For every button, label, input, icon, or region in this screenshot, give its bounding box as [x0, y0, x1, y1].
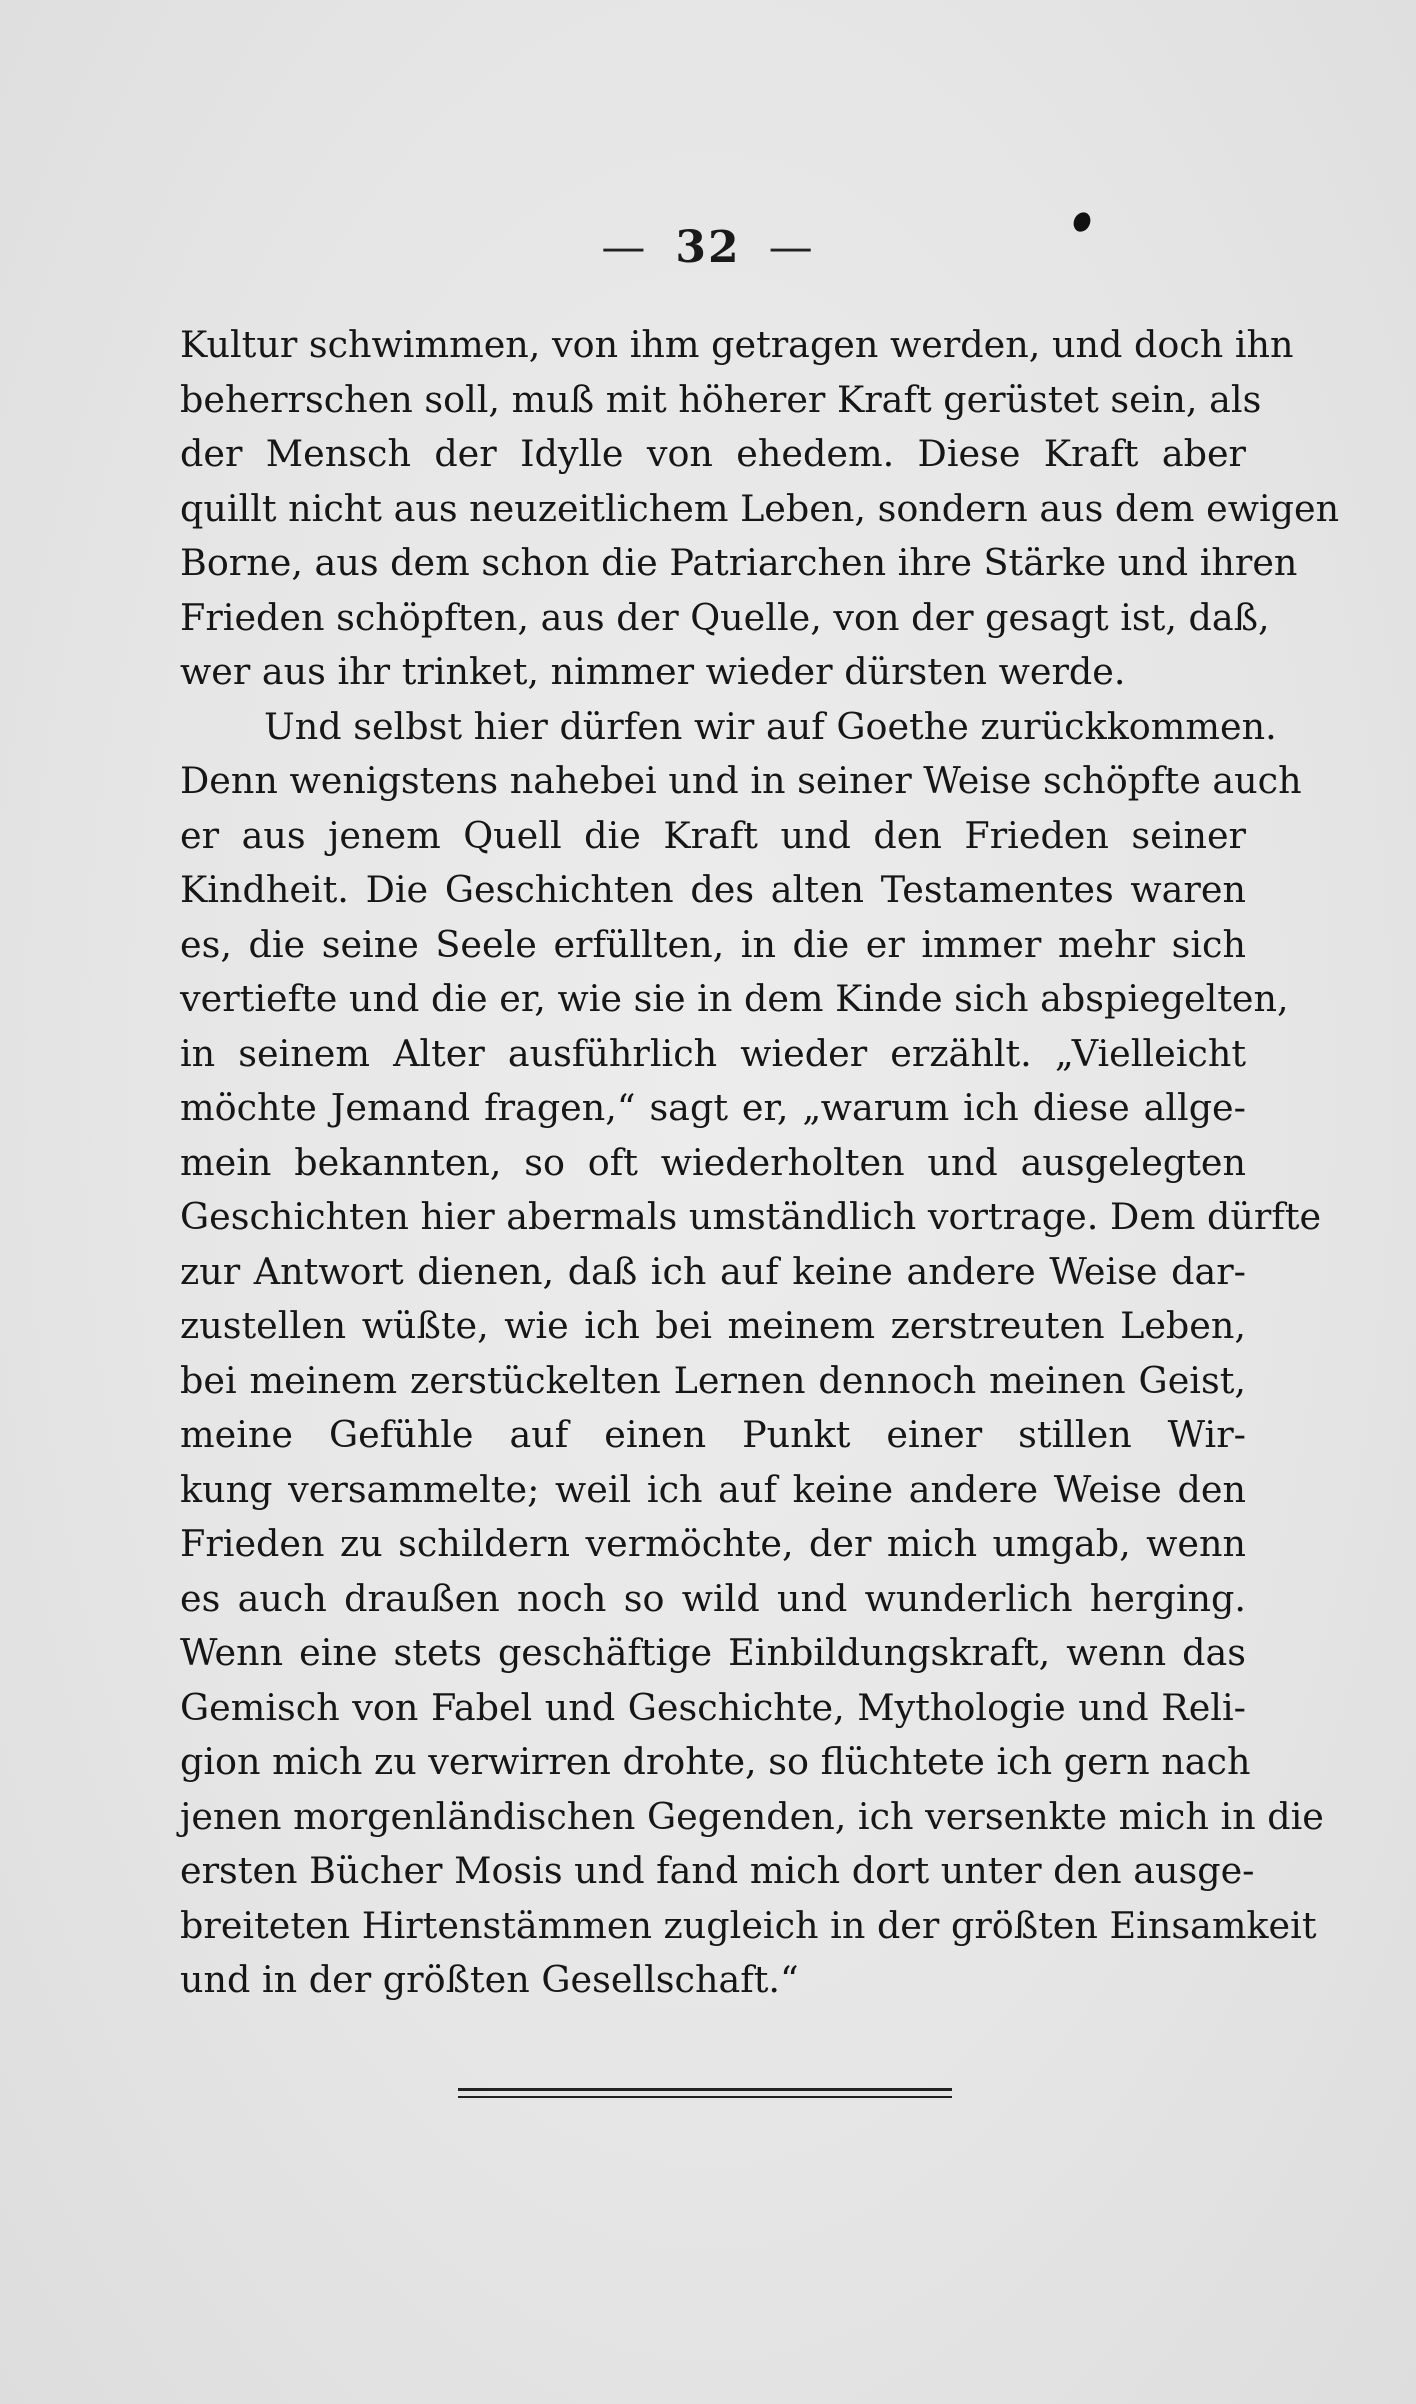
text-line: wer aus ihr trinket, nimmer wieder dürsten werde. — [180, 650, 1126, 693]
text-line: Wenn eine stets geschäftige Einbildungskraft, wenn das — [180, 1631, 1246, 1674]
text-line: Borne, aus dem schon die Patriarchen ihre Stärke und ihren — [180, 541, 1298, 584]
text-line: kung versammelte; weil ich auf keine andere Weise den — [180, 1467, 1246, 1511]
text-line: quillt nicht aus neuzeitlichem Leben, sondern aus dem ewigen — [180, 486, 1340, 530]
text-line: und in der größten Gesellschaft.“ — [180, 1958, 799, 2001]
body-text — [180, 318, 1340, 2008]
text-line: Kindheit. Die Geschichten des alten Testamentes waren — [180, 868, 1246, 911]
text-line: vertiefte und die er, wie sie in dem Kinde sich abspiegelten, — [180, 977, 1289, 1020]
text-line: möchte Jemand fragen,“ sagt er, „warum ich diese allge- — [180, 1086, 1246, 1129]
text-line: jenen morgenländischen Gegenden, ich versenkte mich in die — [180, 1794, 1324, 1838]
section-divider-top — [458, 2088, 952, 2091]
text-line: beherrschen soll, muß mit höherer Kraft gerüstet sein, als — [180, 377, 1262, 421]
section-divider-bottom — [458, 2096, 952, 2098]
text-line: bei meinem zerstückelten Lernen dennoch meinen Geist, — [180, 1358, 1246, 1402]
page-number: 32 — [675, 222, 741, 273]
header-dash-left: — — [601, 222, 648, 273]
text-line: in seinem Alter ausführlich wieder erzählt. „Vielleicht — [180, 1031, 1246, 1075]
text-line: Kultur schwimmen, von ihm getragen werden, und doch ihn — [180, 323, 1294, 366]
text-line: mein bekannten, so oft wiederholten und ausgelegten — [180, 1140, 1246, 1184]
text-line: er aus jenem Quell die Kraft und den Frieden seiner — [180, 813, 1246, 857]
text-line: der Mensch der Idylle von ehedem. Diese Kraft aber — [180, 432, 1246, 475]
text-line: Frieden schöpften, aus der Quelle, von der gesagt ist, daß, — [180, 595, 1270, 639]
text-line: gion mich zu verwirren drohte, so flüchtete ich gern nach — [180, 1740, 1251, 1783]
text-line: Geschichten hier abermals umständlich vortrage. Dem dürfte — [180, 1195, 1322, 1238]
text-line: es auch draußen noch so wild und wunderlich herging. — [180, 1576, 1246, 1620]
page-header — [0, 222, 1416, 273]
text-line: breiteten Hirtenstämmen zugleich in der größten Einsamkeit — [180, 1903, 1317, 1947]
paragraph-start: Und selbst hier dürfen wir auf Goethe zurückkommen. — [264, 704, 1277, 748]
text-line: Frieden zu schildern vermöchte, der mich umgab, wenn — [180, 1522, 1246, 1565]
text-line: Denn wenigstens nahebei und in seiner Weise schöpfte auch — [180, 759, 1302, 802]
header-dash-right: — — [768, 222, 815, 273]
text-line: zur Antwort dienen, daß ich auf keine andere Weise dar- — [180, 1249, 1246, 1293]
text-line: Gemisch von Fabel und Geschichte, Mythologie und Reli- — [180, 1685, 1246, 1729]
text-line: meine Gefühle auf einen Punkt einer stillen Wir- — [180, 1413, 1246, 1456]
text-line: zustellen wüßte, wie ich bei meinem zerstreuten Leben, — [180, 1304, 1246, 1347]
text-line: es, die seine Seele erfüllten, in die er immer mehr sich — [180, 922, 1246, 966]
text-line: ersten Bücher Mosis und fand mich dort unter den ausge- — [180, 1849, 1255, 1892]
